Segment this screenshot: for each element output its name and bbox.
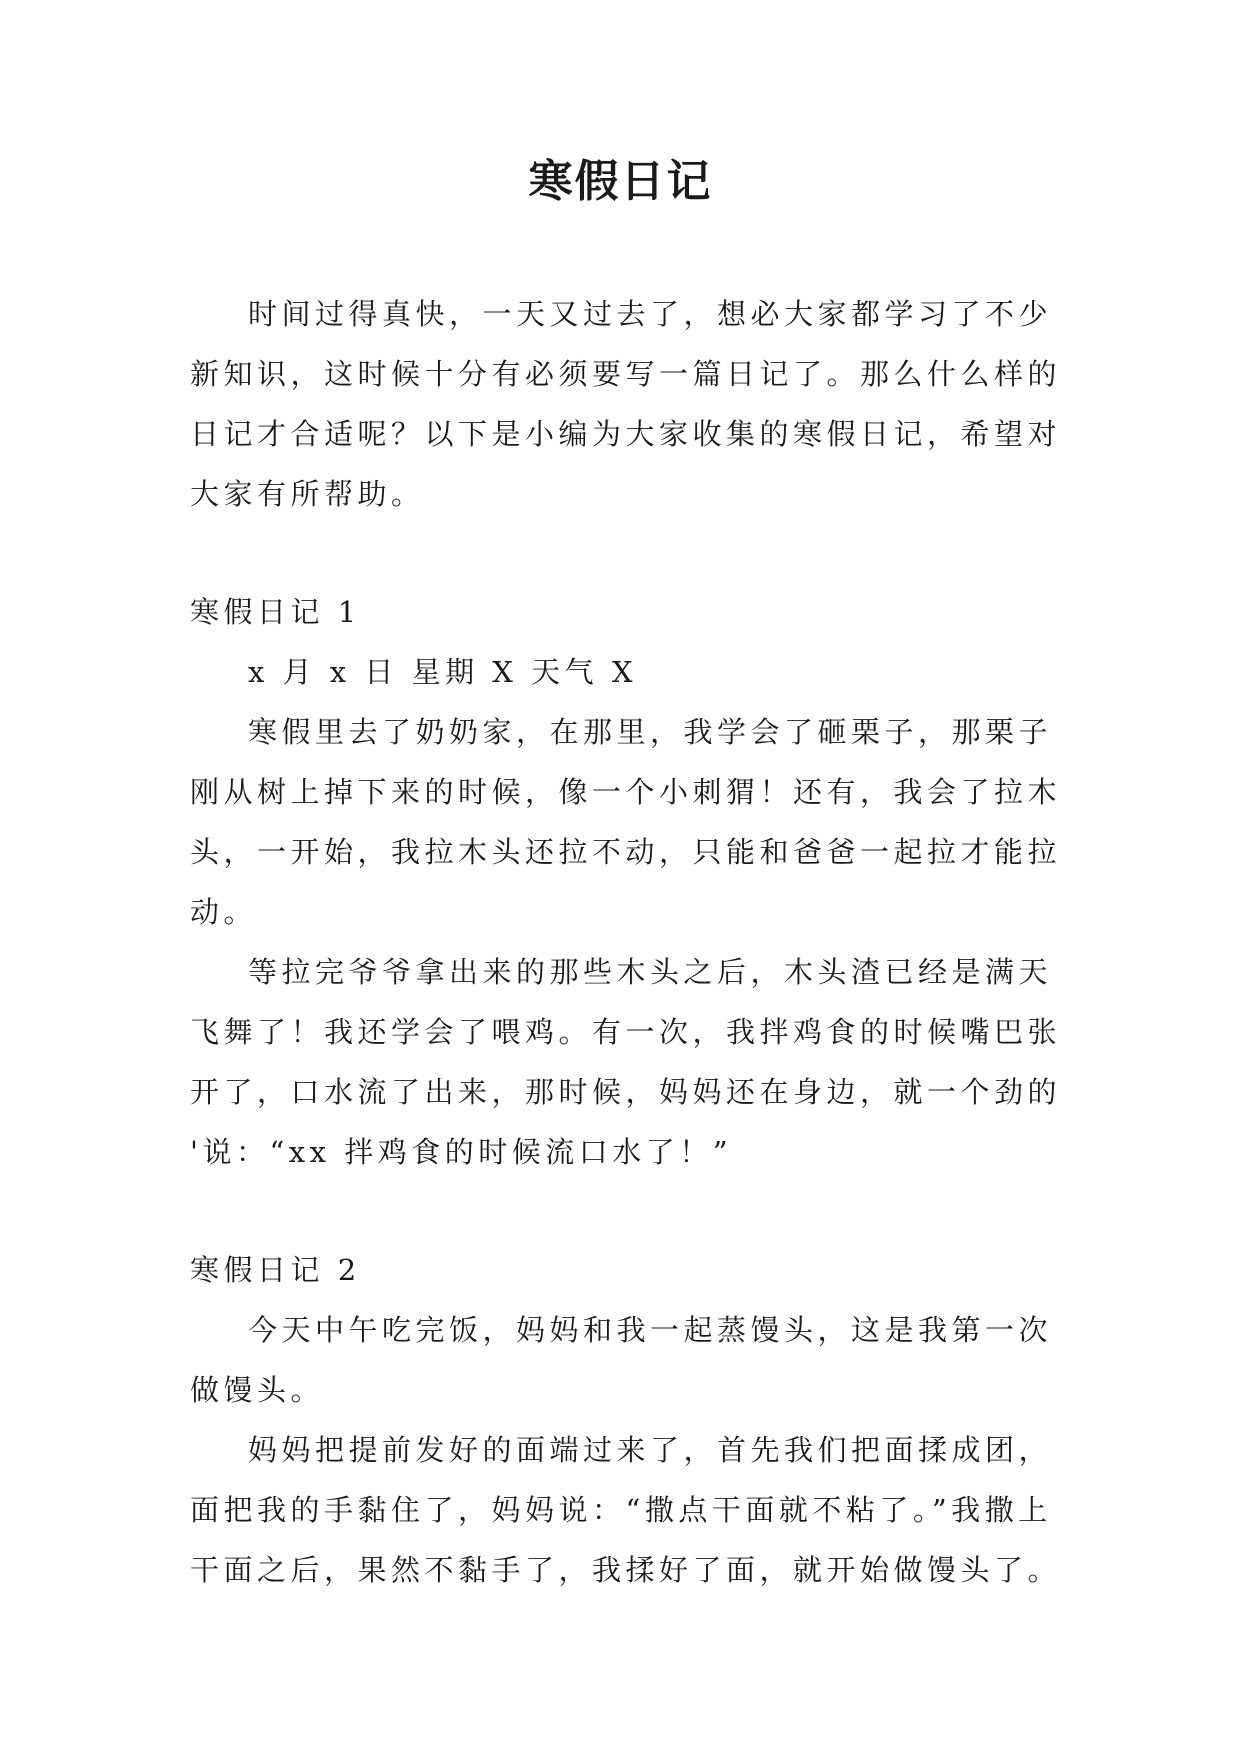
paragraph-line: 等拉完爷爷拿出来的那些木头之后，木头渣已经是满天 bbox=[248, 955, 1053, 989]
entry-heading: 寒假日记 1 bbox=[190, 595, 361, 629]
intro-line: 大家有所帮助。 bbox=[190, 477, 425, 511]
entry-2 bbox=[190, 1240, 1070, 1600]
paragraph-line: 刚从树上掉下来的时候，像一个小刺猬！还有，我会了拉木 bbox=[190, 775, 1062, 809]
section-gap bbox=[190, 1182, 1070, 1240]
entry-paragraph bbox=[190, 942, 1070, 1182]
entry-paragraph bbox=[190, 1300, 1070, 1420]
intro-paragraph bbox=[190, 284, 1070, 524]
intro-line: 日记才合适呢？以下是小编为大家收集的寒假日记，希望对 bbox=[190, 417, 1062, 451]
paragraph-line: 今天中午吃完饭，妈妈和我一起蒸馒头，这是我第一次 bbox=[248, 1313, 1053, 1347]
document-body bbox=[190, 284, 1070, 1600]
paragraph-line: 头，一开始，我拉木头还拉不动，只能和爸爸一起拉才能拉 bbox=[190, 835, 1062, 869]
entry-heading: 寒假日记 2 bbox=[190, 1253, 361, 1287]
paragraph-line: 妈妈把提前发好的面端过来了，首先我们把面揉成团， bbox=[248, 1433, 1053, 1467]
paragraph-line: 飞舞了！我还学会了喂鸡。有一次，我拌鸡食的时候嘴巴张 bbox=[190, 1015, 1062, 1049]
paragraph-line: 做馒头。 bbox=[190, 1373, 325, 1407]
section-gap bbox=[190, 524, 1070, 582]
paragraph-line: 动。 bbox=[190, 895, 258, 929]
entry-1 bbox=[190, 582, 1070, 1182]
entry-paragraph bbox=[190, 1420, 1070, 1600]
document-title: 寒假日记 bbox=[528, 156, 713, 207]
paragraph-line: 寒假里去了奶奶家，在那里，我学会了砸栗子，那栗子 bbox=[248, 715, 1053, 749]
entry-date-line: x 月 x 日 星期 X 天气 X bbox=[248, 655, 638, 689]
paragraph-line: 干面之后，果然不黏手了，我揉好了面，就开始做馒头了。 bbox=[190, 1553, 1062, 1587]
intro-line: 时间过得真快，一天又过去了，想必大家都学习了不少 bbox=[248, 297, 1053, 331]
paragraph-line: '说：“xx 拌鸡食的时候流口水了！” bbox=[190, 1135, 733, 1169]
intro-line: 新知识，这时候十分有必须要写一篇日记了。那么什么样的 bbox=[190, 357, 1062, 391]
entry-paragraph bbox=[190, 702, 1070, 942]
paragraph-line: 面把我的手黏住了，妈妈说：“撒点干面就不粘了。”我撒上 bbox=[190, 1493, 1052, 1527]
paragraph-line: 开了，口水流了出来，那时候，妈妈还在身边，就一个劲的 bbox=[190, 1075, 1062, 1109]
